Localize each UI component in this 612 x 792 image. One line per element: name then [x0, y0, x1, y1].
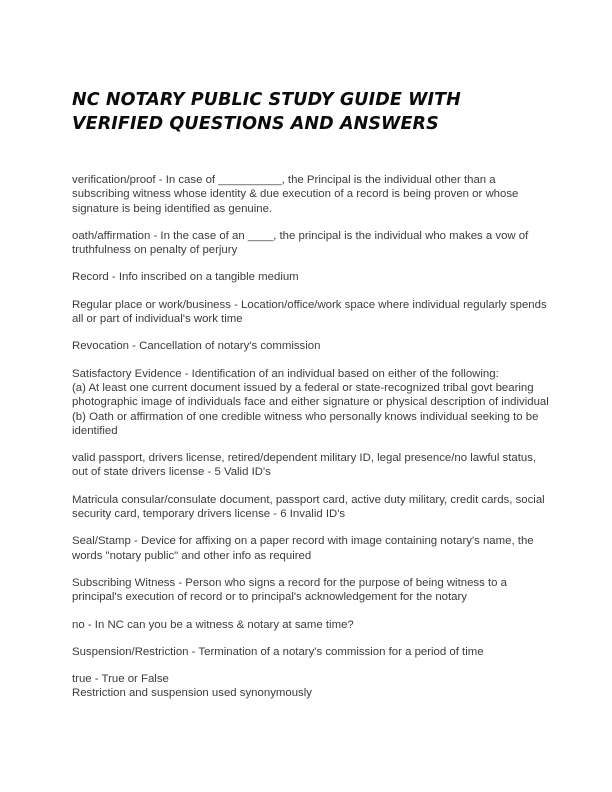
entry-verification-proof: verification/proof - In case of __________, the Principal is the individual other than a subscribing witness whose identity & due execution of a record is being proven or whose signature is being identified as genuine.	[72, 174, 519, 215]
entry-oath-affirmation: oath/affirmation - In the case of an ____, the principal is the individual who makes a vow of truthfulness on penalty of perjury	[72, 229, 529, 257]
entry-regular-place: Regular place or work/business - Location/office/work space where individual regularly spends all or part of individual's work time	[72, 298, 547, 326]
document-title: NC NOTARY PUBLIC STUDY GUIDE WITH VERIFIED QUESTIONS AND ANSWERS	[72, 90, 461, 134]
entry-invalid-ids: Matricula consular/consulate document, passport card, active duty military, credit cards, social security card, temporary drivers license - 6 Invalid ID's	[72, 493, 545, 521]
entry-witness-and-notary: no - In NC can you be a witness & notary at same time?	[72, 618, 354, 631]
entry-satisfactory-evidence: Satisfactory Evidence - Identification of an individual based on either of the following: (a) At least one current document issued by a federal or state-recognized tribal govt bearing photographic image of individuals face and either signature or physical description of individual (b) Oath or affirmation of one credible witness who personally knows individual seeking to be identified	[72, 367, 549, 437]
study-entries	[72, 173, 550, 701]
entry-synonymous-note: Restriction and suspension used synonymously	[72, 687, 312, 700]
entry-true-false: true - True or False	[72, 673, 169, 686]
entry-revocation: Revocation - Cancellation of notary's commission	[72, 340, 321, 353]
entry-seal-stamp: Seal/Stamp - Device for affixing on a paper record with image containing notary's name, the words "notary public" and other info as required	[72, 535, 534, 562]
entry-record: Record - Info inscribed on a tangible medium	[72, 271, 299, 284]
entry-suspension-restriction: Suspension/Restriction - Termination of a notary's commission for a period of time	[72, 645, 484, 658]
entry-valid-ids: valid passport, drivers license, retired/dependent military ID, legal presence/no lawful status, out of state drivers license - 5 Valid ID's	[72, 452, 537, 479]
entry-subscribing-witness: Subscribing Witness - Person who signs a record for the purpose of being witness to a principal's execution of record or to principal's acknowledgement for the notary	[72, 576, 507, 604]
